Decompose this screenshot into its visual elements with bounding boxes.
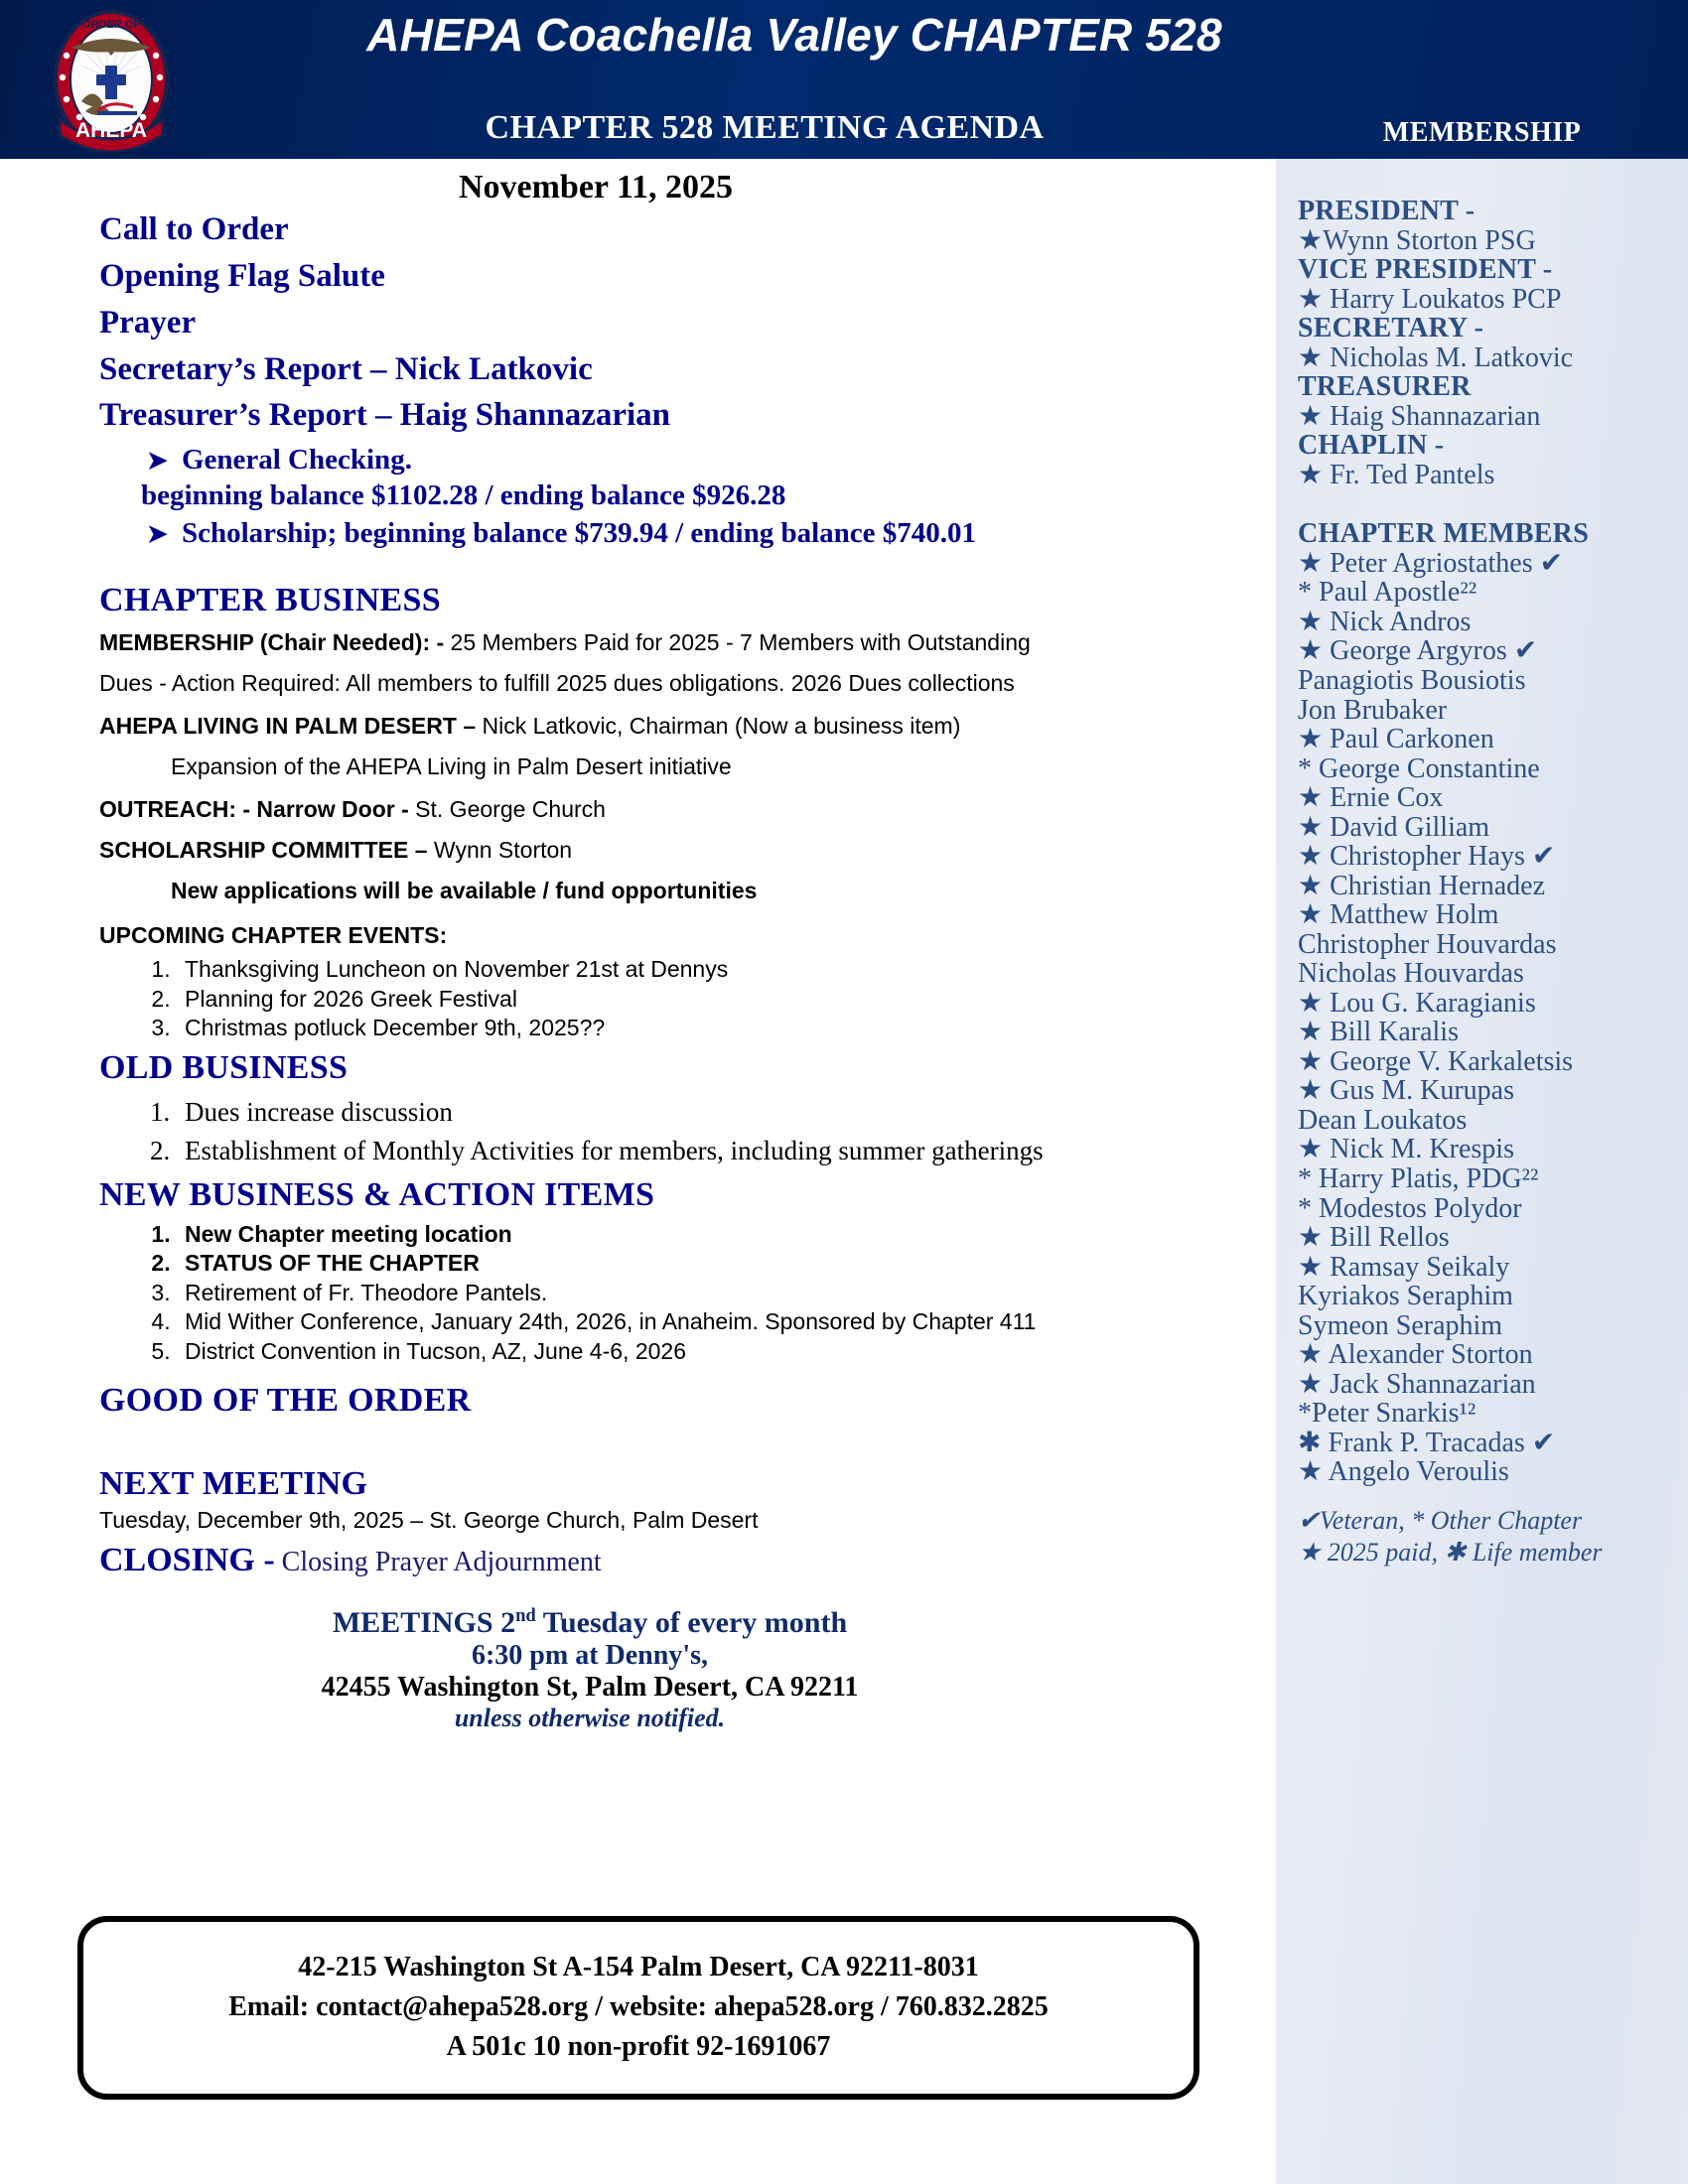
ordinal-suffix: nd bbox=[515, 1605, 536, 1627]
upcoming-events-list bbox=[99, 955, 1252, 1042]
next-meeting-heading: NEXT MEETING bbox=[99, 1465, 368, 1503]
member-list-item: ★ George V. Karkaletsis bbox=[1298, 1045, 1574, 1077]
meeting-schedule-line-3: 42455 Washington St, Palm Desert, CA 92211 bbox=[321, 1672, 859, 1704]
contact-address: 42-215 Washington St A-154 Palm Desert, CA 92211-8031 bbox=[298, 1952, 979, 1982]
agenda-item-secretary-report: Secretary’s Report – Nick Latkovic bbox=[99, 350, 593, 387]
list-item: 1. Dues increase discussion bbox=[177, 1093, 1252, 1132]
meeting-schedule-line-2: 6:30 pm at Denny's, bbox=[471, 1640, 708, 1672]
meeting-schedule-line-4: unless otherwise notified. bbox=[454, 1704, 726, 1733]
list-item: 5. District Convention in Tucson, AZ, June 4-6, 2026 bbox=[177, 1337, 1252, 1366]
closing-line bbox=[99, 1542, 1252, 1579]
member-list-item: ✱ Frank P. Tracadas ✔ bbox=[1298, 1427, 1556, 1458]
member-list-item: Panagiotis Bousiotis bbox=[1298, 664, 1526, 696]
old-business-heading: OLD BUSINESS bbox=[99, 1048, 349, 1086]
officer-role: SECRETARY - bbox=[1298, 313, 1484, 344]
list-item: 1. New Chapter meeting location bbox=[177, 1220, 1252, 1249]
treasurer-bullet-scholarship: ➤ Scholarship; beginning balance $739.94 / ending balance $740.01 bbox=[147, 517, 977, 550]
legend-line-veteran: ✔Veteran, * Other Chapter bbox=[1298, 1505, 1583, 1535]
agenda-item-prayer: Prayer bbox=[99, 304, 197, 341]
membership-business-line-2: Dues - Action Required: All members to fulfill 2025 dues obligations. 2026 Dues collections bbox=[99, 670, 1015, 697]
list-item: 3. Retirement of Fr. Theodore Pantels. bbox=[177, 1279, 1252, 1307]
member-list-item: ★ George Argyros ✔ bbox=[1298, 635, 1538, 667]
new-business-list bbox=[99, 1220, 1252, 1366]
member-list-item: ★ Paul Carkonen bbox=[1298, 724, 1494, 755]
old-business-list bbox=[99, 1093, 1252, 1170]
member-list-item: ★ Bill Karalis bbox=[1298, 1017, 1459, 1048]
member-list-item: * George Constantine bbox=[1298, 752, 1540, 784]
list-item: 2. Planning for 2026 Greek Festival bbox=[177, 985, 1252, 1014]
officer-role: PRESIDENT - bbox=[1298, 196, 1476, 226]
spacer bbox=[1298, 489, 1674, 517]
member-list-item: ★ Gus M. Kurupas bbox=[1298, 1075, 1514, 1107]
member-list-item: *Peter Snarkis¹² bbox=[1298, 1398, 1477, 1430]
contact-info-box bbox=[77, 1916, 1199, 2100]
agenda-item-call-to-order: Call to Order bbox=[99, 211, 289, 247]
chapter-members-heading: CHAPTER MEMBERS bbox=[1298, 518, 1590, 550]
new-business-heading: NEW BUSINESS & ACTION ITEMS bbox=[99, 1175, 655, 1213]
page-title: AHEPA Coachella Valley CHAPTER 528 bbox=[366, 9, 1222, 61]
meeting-schedule-line-1: MEETINGS 2nd Tuesday of every month bbox=[332, 1605, 848, 1640]
member-list-item: ★ Ramsay Seikaly bbox=[1298, 1251, 1510, 1283]
closing-text: Closing Prayer Adjournment bbox=[274, 1547, 602, 1578]
member-list-item: * Harry Platis, PDG²² bbox=[1298, 1163, 1539, 1194]
good-of-the-order-heading: GOOD OF THE ORDER bbox=[99, 1382, 472, 1420]
meeting-schedule-block bbox=[54, 1605, 1126, 1733]
member-list-item: ★ Jack Shannazarian bbox=[1298, 1368, 1536, 1400]
chapter-members-list bbox=[1298, 549, 1674, 1487]
membership-sidebar bbox=[1276, 159, 1688, 2184]
member-list-item: ★ Nick M. Krespis bbox=[1298, 1134, 1514, 1165]
member-list-item: Symeon Seraphim bbox=[1298, 1309, 1503, 1341]
list-item: 2. Establishment of Monthly Activities for members, including summer gatherings bbox=[177, 1132, 1252, 1170]
member-list-item: ★ Ernie Cox bbox=[1298, 782, 1444, 814]
upcoming-events-heading: UPCOMING CHAPTER EVENTS: bbox=[99, 922, 448, 949]
member-list-item: ★ Alexander Storton bbox=[1298, 1339, 1533, 1371]
member-list-item: ★ Christian Hernadez bbox=[1298, 870, 1546, 901]
closing-label: CLOSING - bbox=[99, 1542, 275, 1579]
next-meeting-details: Tuesday, December 9th, 2025 – St. George Church, Palm Desert bbox=[99, 1507, 759, 1534]
arrow-bullet-icon: ➤ bbox=[147, 521, 168, 549]
member-list-item: Christopher Houvardas bbox=[1298, 928, 1557, 960]
officer-role: VICE PRESIDENT - bbox=[1298, 254, 1553, 286]
outreach-line: OUTREACH: - Narrow Door - St. George Church bbox=[99, 796, 606, 823]
agenda-main bbox=[0, 159, 1276, 2184]
contact-email-website-phone: Email: contact@ahepa528.org / website: ahepa528.org / 760.832.2825 bbox=[228, 1990, 1049, 2022]
member-list-item: Kyriakos Seraphim bbox=[1298, 1281, 1513, 1312]
general-checking-balance: beginning balance $1102.28 / ending balance $926.28 bbox=[141, 479, 786, 512]
contact-nonprofit-id: A 501c 10 non-profit 92-1691067 bbox=[446, 2030, 831, 2062]
agenda-item-flag-salute: Opening Flag Salute bbox=[99, 257, 385, 294]
member-list-item: ★ Nick Andros bbox=[1298, 606, 1472, 637]
officer-role: TREASURER bbox=[1298, 371, 1472, 403]
member-list-item: Nicholas Houvardas bbox=[1298, 958, 1524, 990]
logo-top-text: ORDER OF bbox=[81, 19, 141, 31]
member-list-item: ★ Peter Agriostathes ✔ bbox=[1298, 547, 1564, 579]
membership-business-line: MEMBERSHIP (Chair Needed): - 25 Members Paid for 2025 - 7 Members with Outstanding bbox=[99, 629, 1031, 656]
list-item: 3. Christmas potluck December 9th, 2025?? bbox=[177, 1014, 1252, 1042]
list-item: 2. STATUS OF THE CHAPTER bbox=[177, 1249, 1252, 1278]
agenda-item-treasurer-report: Treasurer’s Report – Haig Shannazarian bbox=[99, 397, 671, 434]
member-list-item: * Paul Apostle²² bbox=[1298, 577, 1477, 609]
officer-name: ★ Nicholas M. Latkovic bbox=[1298, 341, 1574, 373]
logo-bottom-text: AHEPA bbox=[75, 119, 147, 142]
scholarship-subline: New applications will be available / fund opportunities bbox=[171, 878, 758, 904]
treasurer-bullet-general-checking: ➤ General Checking. bbox=[147, 444, 412, 477]
member-list-item: * Modestos Polydor bbox=[1298, 1192, 1522, 1224]
scholarship-committee-line: SCHOLARSHIP COMMITTEE – Wynn Storton bbox=[99, 837, 573, 864]
chapter-business-heading: CHAPTER BUSINESS bbox=[99, 582, 441, 619]
officer-name: ★ Fr. Ted Pantels bbox=[1298, 459, 1495, 490]
officer-name: ★ Haig Shannazarian bbox=[1298, 400, 1541, 432]
member-list-item: ★ Christopher Hays ✔ bbox=[1298, 841, 1556, 873]
officer-role: CHAPLIN - bbox=[1298, 430, 1445, 462]
page-header bbox=[0, 0, 1688, 159]
member-list-item: ★ Lou G. Karagianis bbox=[1298, 987, 1536, 1019]
agenda-subtitle: CHAPTER 528 MEETING AGENDA bbox=[485, 109, 1045, 146]
legend-line-paid: ★ 2025 paid, ✱ Life member bbox=[1298, 1537, 1603, 1567]
ahepa-living-subline: Expansion of the AHEPA Living in Palm Desert initiative bbox=[171, 753, 732, 780]
member-list-item: ★ Matthew Holm bbox=[1298, 899, 1499, 931]
membership-legend bbox=[1298, 1505, 1674, 1568]
member-list-item: ★ Angelo Veroulis bbox=[1298, 1456, 1509, 1488]
officer-name: ★ Harry Loukatos PCP bbox=[1298, 283, 1562, 315]
membership-column-header: MEMBERSHIP bbox=[1382, 117, 1582, 148]
list-item: 1. Thanksgiving Luncheon on November 21st at Dennys bbox=[177, 955, 1252, 984]
ahepa-living-line: AHEPA LIVING IN PALM DESERT – Nick Latkovic, Chairman (Now a business item) bbox=[99, 713, 961, 740]
list-item: 4. Mid Wither Conference, January 24th, 2026, in Anaheim. Sponsored by Chapter 411 bbox=[177, 1307, 1252, 1336]
meeting-date: November 11, 2025 bbox=[458, 169, 734, 205]
member-list-item: ★ David Gilliam bbox=[1298, 811, 1490, 843]
officer-name: ★Wynn Storton PSG bbox=[1298, 224, 1536, 256]
ahepa-logo bbox=[42, 8, 181, 152]
member-list-item: ★ Bill Rellos bbox=[1298, 1222, 1450, 1254]
arrow-bullet-icon: ➤ bbox=[147, 448, 168, 476]
member-list-item: Jon Brubaker bbox=[1298, 694, 1448, 726]
member-list-item: Dean Loukatos bbox=[1298, 1104, 1468, 1136]
